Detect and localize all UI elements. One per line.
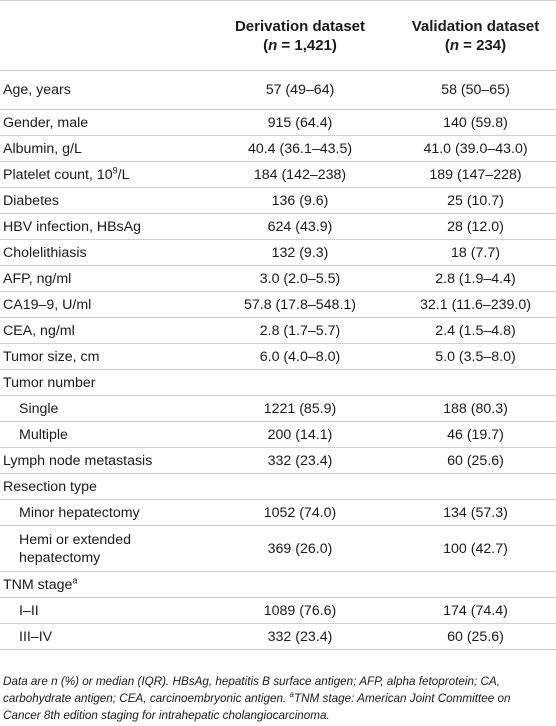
derivation-value: 332 (23.4) [205, 624, 395, 650]
derivation-value: 136 (9.6) [205, 188, 395, 214]
validation-value: 25 (10.7) [395, 188, 556, 214]
derivation-n-value: = 1,421) [277, 36, 337, 54]
row-label: Hemi or extended hepatectomy [0, 526, 205, 572]
derivation-value: 6.0 (4.0–8.0) [205, 344, 395, 370]
validation-value: 41.0 (39.0–43.0) [395, 136, 556, 162]
derivation-value [205, 474, 395, 500]
row-label: Tumor number [0, 370, 205, 396]
derivation-value [205, 370, 395, 396]
platelet-label-exponent: 9 [112, 164, 118, 175]
table-row-resection-type [0, 474, 556, 500]
derivation-title: Derivation dataset [234, 17, 366, 35]
header-row [0, 1, 556, 71]
table-row-cea [0, 318, 556, 344]
validation-value: 2.8 (1.9–4.4) [395, 266, 556, 292]
platelet-label-text: Platelet count, 10 [3, 166, 113, 183]
validation-value: 5.0 (3.5–8.0) [395, 344, 556, 370]
table-row-cholelithiasis [0, 240, 556, 266]
table-row-gender [0, 110, 556, 136]
derivation-value: 369 (26.0) [205, 526, 395, 572]
table-row-minor-hepatectomy [0, 500, 556, 526]
validation-n [395, 36, 556, 55]
validation-value [395, 474, 556, 500]
validation-n-value: = 234) [459, 36, 507, 54]
validation-value: 134 (57.3) [395, 500, 556, 526]
row-label: Age, years [0, 71, 205, 110]
derivation-value: 57.8 (17.8–548.1) [205, 292, 395, 318]
header-validation [395, 1, 556, 71]
row-label: Minor hepatectomy [0, 500, 205, 526]
table-row-hbv [0, 214, 556, 240]
validation-value: 60 (25.6) [395, 624, 556, 650]
row-label: Multiple [0, 422, 205, 448]
validation-value: 174 (74.4) [395, 598, 556, 624]
validation-value [395, 572, 556, 598]
row-label: III–IV [0, 624, 205, 650]
validation-n-label: n [449, 36, 460, 54]
derivation-n [205, 36, 395, 55]
validation-title: Validation dataset [411, 17, 540, 35]
table-row-diabetes [0, 188, 556, 214]
table-row-hemi-hepatectomy [0, 526, 556, 572]
validation-value: 28 (12.0) [395, 214, 556, 240]
table-row-multiple [0, 422, 556, 448]
row-label: Lymph node metastasis [0, 448, 205, 474]
derivation-value [205, 572, 395, 598]
footnote-text-tnm: TNM stage: American Joint Committee on Cancer 8th edition staging for intrahepatic cholangiocarcinoma. [3, 692, 511, 722]
table-footnote [3, 673, 551, 724]
platelet-label-unit: /L [117, 166, 130, 183]
derivation-value: 1089 (76.6) [205, 598, 395, 624]
row-label: Cholelithiasis [0, 240, 205, 266]
derivation-n-paren: ( [263, 36, 269, 54]
table-row-tumor-number [0, 370, 556, 396]
validation-value: 18 (7.7) [395, 240, 556, 266]
table-row-age [0, 71, 556, 110]
table-row-tnm-stage [0, 572, 556, 598]
footnote-marker: a [289, 690, 294, 700]
table-header [0, 1, 556, 71]
derivation-value: 915 (64.4) [205, 110, 395, 136]
derivation-n-label: n [268, 36, 278, 54]
derivation-value: 57 (49–64) [205, 71, 395, 110]
derivation-value: 2.8 (1.7–5.7) [205, 318, 395, 344]
validation-n-paren: ( [444, 36, 450, 54]
derivation-value: 332 (23.4) [205, 448, 395, 474]
table-row-albumin [0, 136, 556, 162]
validation-value: 2.4 (1.5–4.8) [395, 318, 556, 344]
tnm-label-text: TNM stage [3, 576, 73, 593]
row-label: AFP, ng/ml [0, 266, 205, 292]
header-blank-cell [0, 1, 205, 71]
header-derivation [205, 1, 395, 71]
derivation-value: 132 (9.3) [205, 240, 395, 266]
validation-value [395, 370, 556, 396]
derivation-value: 40.4 (36.1–43.5) [205, 136, 395, 162]
validation-value: 100 (42.7) [395, 526, 556, 572]
table-row-ca199 [0, 292, 556, 318]
table-row-afp [0, 266, 556, 292]
row-label [0, 162, 205, 188]
derivation-value: 200 (14.1) [205, 422, 395, 448]
row-label: Tumor size, cm [0, 344, 205, 370]
derivation-value: 184 (142–238) [205, 162, 395, 188]
footnote-text: Data are n (%) or median (IQR). HBsAg, hepatitis B surface antigen; AFP, alpha fetoprotein; CA, carbohydrate antigen; CEA, carcinoembryonic antigen. [3, 675, 500, 705]
row-label: Gender, male [0, 110, 205, 136]
row-label: CEA, ng/ml [0, 318, 205, 344]
validation-value: 58 (50–65) [395, 71, 556, 110]
row-label: HBV infection, HBsAg [0, 214, 205, 240]
validation-value: 188 (80.3) [395, 396, 556, 422]
row-label: Single [0, 396, 205, 422]
row-label: Diabetes [0, 188, 205, 214]
derivation-value: 1052 (74.0) [205, 500, 395, 526]
validation-value: 32.1 (11.6–239.0) [395, 292, 556, 318]
derivation-value: 3.0 (2.0–5.5) [205, 266, 395, 292]
table-row-lymph-node [0, 448, 556, 474]
derivation-value: 1221 (85.9) [205, 396, 395, 422]
table-row-single [0, 396, 556, 422]
table-body [0, 71, 556, 650]
row-label [0, 572, 205, 598]
table-row-platelet [0, 162, 556, 188]
row-label: I–II [0, 598, 205, 624]
table-row-stage-i-ii [0, 598, 556, 624]
tnm-footnote-marker: a [72, 574, 78, 585]
validation-value: 189 (147–228) [395, 162, 556, 188]
table-row-stage-iii-iv [0, 624, 556, 650]
validation-value: 60 (25.6) [395, 448, 556, 474]
validation-value: 46 (19.7) [395, 422, 556, 448]
table-row-tumor-size [0, 344, 556, 370]
row-label: CA19–9, U/ml [0, 292, 205, 318]
row-label: Albumin, g/L [0, 136, 205, 162]
derivation-value: 624 (43.9) [205, 214, 395, 240]
validation-value: 140 (59.8) [395, 110, 556, 136]
row-label: Resection type [0, 474, 205, 500]
